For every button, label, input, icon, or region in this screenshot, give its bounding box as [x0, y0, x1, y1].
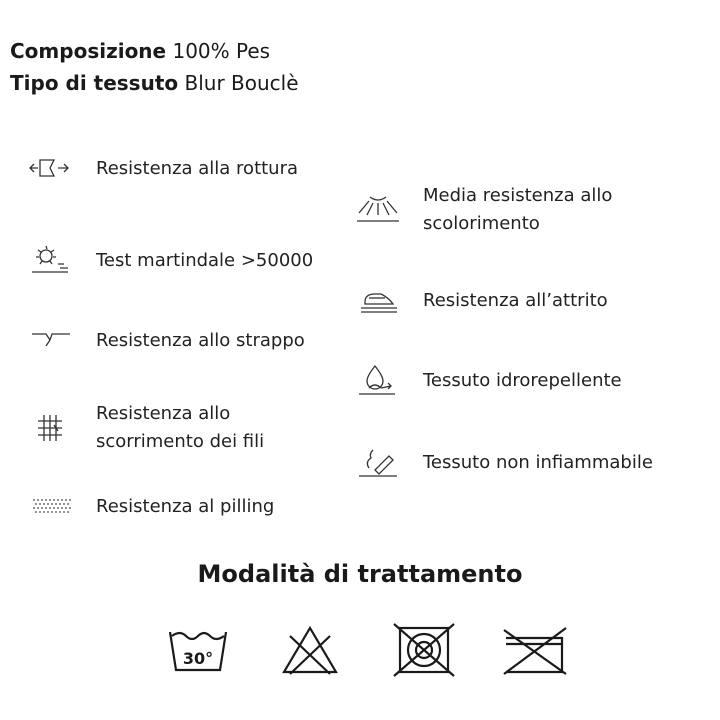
no-iron-icon — [502, 622, 570, 678]
feature-tear-resistance — [0, 324, 305, 358]
feature-label: Resistenza allo scorrimento dei fili — [96, 403, 265, 452]
fabric-type-line — [10, 70, 299, 96]
sun-fading-icon — [355, 193, 401, 227]
feature-label: Media resistenza allo scolorimento — [423, 185, 613, 234]
feature-pilling — [0, 490, 274, 524]
feature-martindale — [0, 244, 313, 278]
wash-30-icon — [164, 622, 232, 678]
composition-line — [10, 38, 270, 64]
feature-label: Tessuto idrorepellente — [423, 370, 622, 391]
care-title: Modalità di trattamento — [197, 560, 523, 588]
feature-label: Resistenza all’attrito — [423, 290, 608, 311]
feature-water-repellent — [0, 364, 622, 398]
martindale-icon — [28, 244, 74, 278]
feature-abrasion — [0, 284, 608, 318]
non-flammable-icon — [355, 446, 401, 480]
pilling-icon — [28, 490, 74, 524]
break-resistance-icon — [28, 152, 74, 186]
feature-label: Resistenza alla rottura — [96, 158, 299, 179]
feature-sun-fading — [0, 182, 633, 238]
fabric-type-value: Blur Bouclè — [184, 71, 299, 95]
feature-label: Test martindale >50000 — [96, 250, 314, 271]
feature-label: Tessuto non infiammabile — [423, 452, 653, 473]
composition-label: Composizione — [10, 39, 167, 63]
feature-label: Resistenza al pilling — [96, 496, 275, 517]
feature-non-flammable — [0, 446, 653, 480]
no-tumble-dry-icon — [390, 622, 458, 678]
seam-slippage-icon — [28, 411, 74, 445]
tear-resistance-icon — [28, 324, 74, 358]
feature-label: Resistenza allo strappo — [96, 330, 305, 351]
abrasion-icon — [355, 284, 401, 318]
feature-break-resistance — [0, 152, 298, 186]
water-repellent-icon — [355, 364, 401, 398]
fabric-type-label: Tipo di tessuto — [10, 71, 179, 95]
no-bleach-icon — [276, 622, 344, 678]
wash-temperature: 30° — [182, 649, 214, 668]
composition-value: 100% Pes — [172, 39, 271, 63]
